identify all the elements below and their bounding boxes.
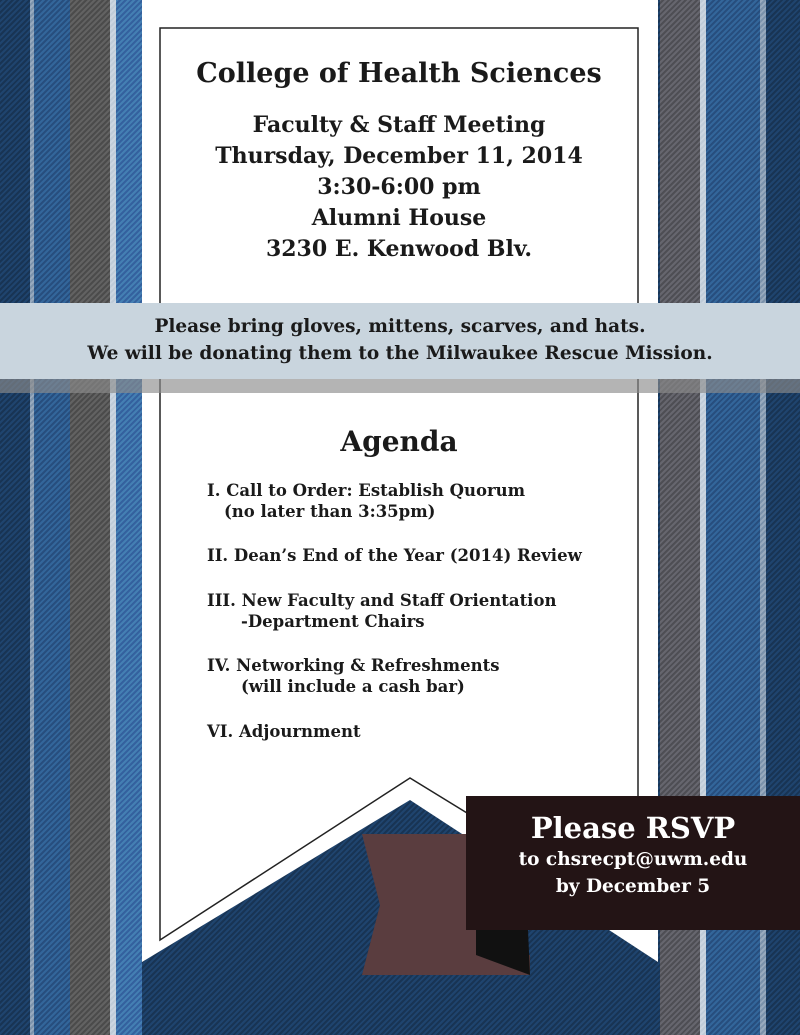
rsvp-title: Please RSVP [530, 811, 736, 845]
agenda-item-main: VI. Adjournment [207, 722, 361, 741]
agenda-item [207, 545, 627, 567]
page-title: College of Health Sciences [196, 58, 602, 89]
rsvp-box [466, 796, 800, 930]
agenda-item-main: II. Dean’s End of the Year (2014) Review [207, 546, 582, 565]
agenda-item [207, 721, 627, 743]
notice-shadow [0, 379, 800, 393]
meeting-date: Thursday, December 11, 2014 [215, 143, 583, 169]
agenda-item [207, 480, 627, 525]
agenda-item-main: I. Call to Order: Establish Quorum [207, 481, 526, 500]
meeting-details [160, 110, 638, 265]
agenda-list [207, 480, 627, 743]
notice-line-2: We will be donating them to the Milwaukee Rescue Mission. [87, 343, 713, 364]
agenda-item-sub: (no later than 3:35pm) [224, 502, 436, 521]
agenda-item-main: IV. Networking & Refreshments [207, 656, 500, 675]
meeting-address: 3230 E. Kenwood Blv. [265, 236, 533, 262]
agenda-item-main: III. New Faculty and Staff Orientation [207, 591, 557, 610]
agenda-heading: Agenda [340, 425, 458, 458]
agenda-item-sub: (will include a cash bar) [241, 677, 465, 696]
meeting-venue: Alumni House [311, 205, 487, 231]
agenda-item [207, 655, 627, 700]
meeting-name: Faculty & Staff Meeting [252, 112, 546, 138]
notice-line-1: Please bring gloves, mittens, scarves, and hats. [154, 316, 646, 337]
agenda-item-sub: -Department Chairs [241, 612, 425, 631]
donation-notice [0, 303, 800, 379]
rsvp-deadline: by December 5 [555, 876, 711, 897]
agenda-item [207, 590, 627, 635]
rsvp-email[interactable]: to chsrecpt@uwm.edu [518, 849, 748, 870]
meeting-time: 3:30-6:00 pm [317, 174, 481, 200]
